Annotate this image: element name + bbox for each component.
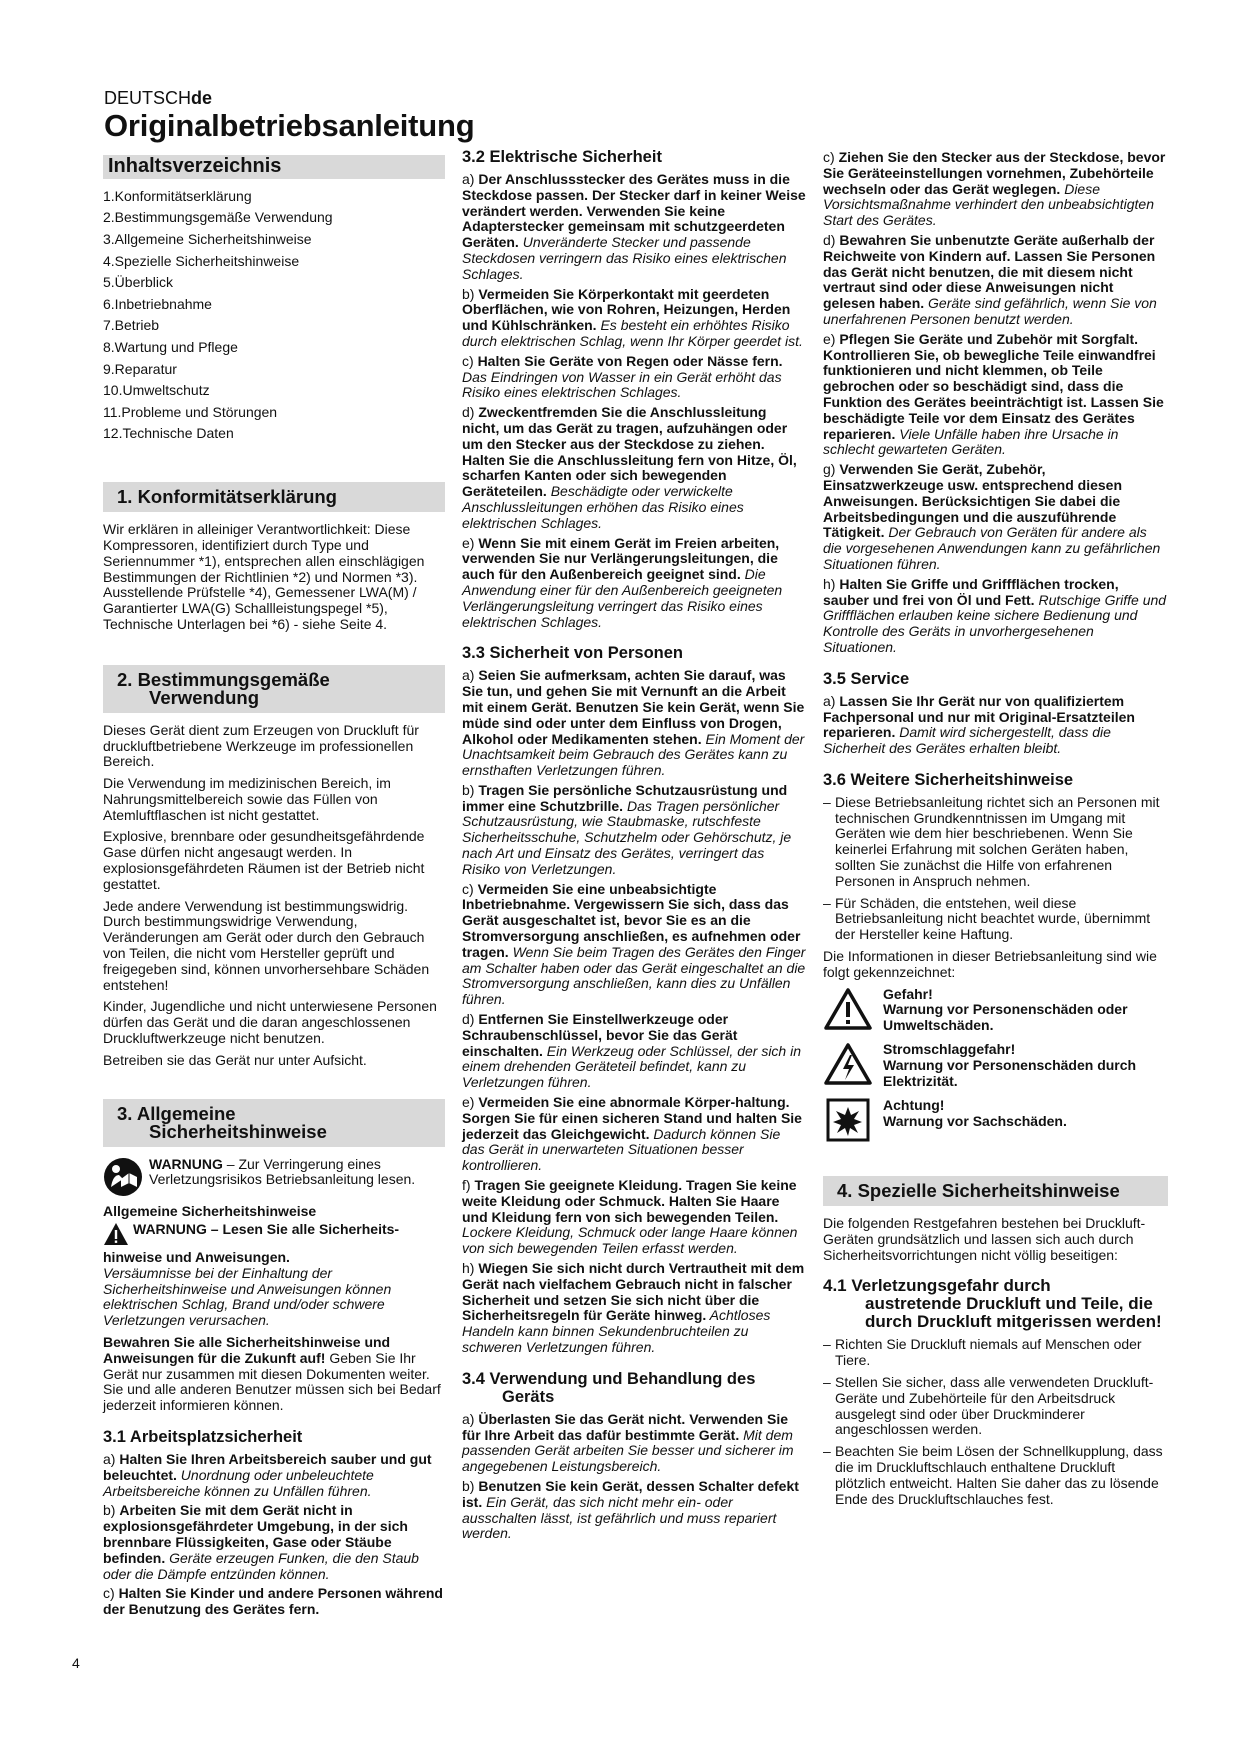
property-damage-icon <box>823 1098 875 1146</box>
subsection-3-6: 3.6 Weitere Sicherheitshinweise <box>823 770 1074 789</box>
rule-item: b) Benutzen Sie kein Gerät, dessen Schalter defekt ist. Ein Gerät, das sich nicht mehr ein- oder ausschalten lässt, ist gefährlich und muss repariert werden. <box>462 1477 799 1542</box>
toc-item[interactable]: 8.Wartung und Pflege <box>103 338 238 355</box>
section-heading-4: 4. Spezielle Sicherheitshinweise <box>823 1176 1168 1206</box>
high-voltage-icon <box>823 1042 875 1090</box>
rule-item: h) Wiegen Sie sich nicht durch Vertrautheit mit dem Gerät nach vielfachem Gebrauch nicht in falscher Sicherheit und setzen Sie sich nicht über die Sicherheitsregeln für Geräte hinweg. Achtloses Handeln kann binnen Sekundenbruchteilen zu schweren Verletzungen führen. <box>462 1260 805 1355</box>
subsection-3-3: 3.3 Sicherheit von Personen <box>462 644 683 663</box>
read-manual-warning <box>103 1157 445 1201</box>
column-right <box>823 150 1168 1513</box>
document-title: Originalbetriebsanleitung <box>104 108 475 143</box>
rule-item: a) Lassen Sie Ihr Gerät nur von qualifiziertem Fachpersonal und nur mit Original-Ersatzteilen reparieren. Damit wird sichergestellt, dass die Sicherheit des Gerätes erhalten bleibt. <box>823 692 1135 757</box>
language-label: DEUTSCHde <box>104 88 213 108</box>
subsection-3-4: 3.4 Verwendung und Behandlung des Geräts <box>462 1369 756 1406</box>
paragraph: Jede andere Verwendung ist bestimmungswidrig. Durch bestimmungswidrige Verwendung, Veränderungen am Gerät oder durch den Gebrauch von Teilen, die nicht vom Hersteller geprüft und freigegeben sind, können unvorhersehbare Schäden entstehen! <box>103 897 430 993</box>
rule-item: d) Entfernen Sie Einstellwerkzeuge oder Schraubenschlüssel, bevor Sie das Gerät einschalten. Ein Werkzeug oder Schlüssel, der sich in einem drehenden Geräteteil befindet, kann zu Verletzungen führen. <box>462 1011 802 1091</box>
conformity-text: Wir erklären in alleiniger Verantwortlichkeit: Diese Kompressoren, identifiziert durch Type und Seriennummer *1), entsprechen allen einschlägigen Bestimmungen der Richtlinien *2) und Normen *3). Ausstellende Prüfstelle *4), Gemessener LWA(M) / Garantierter LWA(G) Schallleistungspegel *5), Technische Unterlagen bei *6) - siehe Seite 4. <box>103 521 425 632</box>
toc-item[interactable]: 5.Überblick <box>103 274 174 291</box>
warning-read-all: WARNUNG – Lesen Sie alle Sicherheits-hinweise und Anweisungen. Versäumnisse bei der Einhaltung der Sicherheitshinweise und Anweisungen können elektrischen Schlag, Brand und/oder schwere Verletzungen verursachen. <box>103 1221 400 1329</box>
rule-item: f) Tragen Sie geeignete Kleidung. Tragen Sie keine weite Kleidung oder Schmuck. Halten Sie Haare und Kleidung fern von sich bewegenden Teilen. Lockere Kleidung, Schmuck oder lange Haare können von sich bewegenden Teilen erfasst werden. <box>462 1177 798 1257</box>
toc-item[interactable]: 3.Allgemeine Sicherheitshinweise <box>103 230 312 247</box>
danger-symbol-row: Gefahr! Warnung vor Personenschäden oder Umweltschäden. <box>823 987 1168 1035</box>
toc-item[interactable]: 7.Betrieb <box>103 317 160 334</box>
toc-item[interactable]: 11.Probleme und Störungen <box>103 403 278 420</box>
rule-item: h) Halten Sie Griffe und Griffflächen trocken, sauber und frei von Öl und Fett. Rutschige Griffe und Griffflächen erlauben keine sichere Bedienung und Kontrolle des Geräts in unvorhergesehenen Situationen. <box>823 575 1167 655</box>
paragraph: Die folgenden Restgefahren bestehen bei Druckluft-Geräten grundsätzlich und lassen sich auch durch Sicherheitsvorrichtungen nicht völlig beseitigen: <box>823 1215 1146 1263</box>
danger-triangle-icon <box>823 987 875 1035</box>
toc-item[interactable]: 12.Technische Daten <box>103 425 234 442</box>
toc-item[interactable]: 10.Umweltschutz <box>103 382 210 399</box>
toc-item[interactable]: 2.Bestimmungsgemäße Verwendung <box>103 209 333 226</box>
rule-item: c) Vermeiden Sie eine unbeabsichtigte Inbetriebnahme. Vergewissern Sie sich, dass das Gerät ausgeschaltet ist, bevor Sie es an die Stromversorgung anschließen, es aufnehmen oder tragen. Wenn Sie beim Tragen des Gerätes den Finger am Schalter haben oder das Gerät eingeschaltet an die Stromversorgung anschließen, kann dies zu Unfällen führen. <box>462 880 806 1008</box>
read-manual-icon <box>103 1157 143 1201</box>
dash-list <box>823 795 1168 943</box>
table-of-contents <box>103 189 445 442</box>
toc-item[interactable]: 9.Reparatur <box>103 360 177 377</box>
dash-list <box>823 1337 1168 1507</box>
list-item: – Richten Sie Druckluft niemals auf Menschen oder Tiere. <box>823 1337 1168 1369</box>
toc-item[interactable]: 6.Inbetriebnahme <box>103 295 212 312</box>
list-item: – Stellen Sie sicher, dass alle verwendeten Druckluft-Geräte und Zubehörteile für den Arbeitsdruck ausgelegt sind oder über Druckminderer angeschlossen werden. <box>823 1375 1168 1438</box>
list-item: – Für Schäden, die entstehen, weil diese Betriebsanleitung nicht beachtet wurde, übernimmt der Hersteller keine Haftung. <box>823 896 1168 943</box>
general-safety-heading: Allgemeine Sicherheitshinweise <box>103 1203 317 1220</box>
rule-item: b) Tragen Sie persönliche Schutzausrüstung und immer eine Schutzbrille. Das Tragen persönlicher Schutzausrüstung, wie Staubmaske, rutschfeste Sicherheitsschuhe, Schutzhelm oder Gehörschutz, je nach Art und Einsatz des Gerätes, verringert das Risiko von Verletzungen. <box>462 781 792 877</box>
rule-item: e) Vermeiden Sie eine abnormale Körper-haltung. Sorgen Sie für einen sicheren Stand und halten Sie jederzeit das Gleichgewicht. Dadurch können Sie das Gerät in unerwarteten Situationen besser kontrollieren. <box>462 1094 802 1174</box>
rule-item: d) Bewahren Sie unbenutzte Geräte außerhalb der Reichweite von Kindern auf. Lassen Sie Personen das Gerät nicht benutzen, die mit diesem nicht vertraut sind oder diese Anweisungen nicht gelesen haben. Geräte sind gefährlich, wenn Sie von unerfahrenen Personen benutzt werden. <box>823 231 1157 327</box>
subsection-3-2: 3.2 Elektrische Sicherheit <box>462 148 662 166</box>
damage-symbol-row: Achtung! Warnung vor Sachschäden. <box>823 1098 1168 1146</box>
page-number: 4 <box>72 1655 80 1671</box>
subsection-4-1: 4.1 Verletzungsgefahr durch austretende Druckluft und Teile, die durch Druckluft mitgerissen werden! <box>823 1276 1162 1332</box>
rule-item: c) Ziehen Sie den Stecker aus der Steckdose, bevor Sie Geräteeinstellungen vornehmen, Zubehörteile wechseln oder das Gerät weglegen. Diese Vorsichtsmaßnahme verhindert den unbeabsichtigten Start des Gerätes. <box>823 149 1166 229</box>
section-heading-3: 3. Allgemeine Sicherheitshinweise <box>103 1099 445 1147</box>
rule-item: g) Verwenden Sie Gerät, Zubehör, Einsatzwerkzeuge usw. entsprechend diesen Anweisungen. Berücksichtigen Sie dabei die Arbeitsbedingungen und die auszuführende Tätigkeit. Der Gebrauch von Geräten für andere als die vorgesehenen Anwendungen kann zu gefährlichen Situationen führen. <box>823 461 1161 572</box>
column-left <box>103 155 445 1622</box>
section-heading-1: 1. Konformitätserklärung <box>103 482 445 512</box>
rule-item: b) Vermeiden Sie Körperkontakt mit geerdeten Oberflächen, wie von Rohren, Heizungen, Herden und Kühlschränken. Es besteht ein erhöhtes Risiko durch elektrischen Schlag, wenn Ihr Körper geerdet ist. <box>462 285 803 349</box>
rule-item: e) Wenn Sie mit einem Gerät im Freien arbeiten, verwenden Sie nur Verlängerungsleitungen, die auch für den Außenbereich geeignet sind. Die Anwendung einer für den Außenbereich geeigneten Verlängerungsleitung verringert das Risiko eines elektrischen Schlages. <box>462 534 783 630</box>
warning-text: WARNUNG – Zur Verringerung eines Verletzungsrisikos Betriebsanleitung lesen. <box>149 1155 416 1188</box>
toc-heading: Inhaltsverzeichnis <box>103 155 445 179</box>
section-heading-2: 2. Bestimmungsgemäße Verwendung <box>103 665 445 713</box>
rule-item: c) Halten Sie Geräte von Regen oder Nässe fern. Das Eindringen von Wasser in ein Gerät erhöht das Risiko eines elektrischen Schlages. <box>462 352 783 401</box>
rule-item: c) Halten Sie Kinder und andere Personen während der Benutzung des Gerätes fern. <box>103 1585 443 1618</box>
warning-triangle-icon <box>103 1222 129 1250</box>
rule-item: a) Seien Sie aufmerksam, achten Sie darauf, was Sie tun, und gehen Sie mit Vernunft an die Arbeit mit einem Gerät. Benutzen Sie kein Gerät, wenn Sie müde sind oder unter dem Einfluss von Drogen, Alkohol oder Medikamenten stehen. Ein Moment der Unachtsamkeit beim Gebrauch des Gerätes kann zu ernsthaften Verletzungen führen. <box>462 667 805 779</box>
paragraph: Die Verwendung im medizinischen Bereich, im Nahrungsmittelbereich sowie das Füllen von Atemluftflaschen ist nicht gestattet. <box>103 775 391 823</box>
rule-item: e) Pflegen Sie Geräte und Zubehör mit Sorgfalt. Kontrollieren Sie, ob bewegliche Teile einwandfrei funktionieren und nicht klemmen, ob Teile gebrochen oder so beschädigt sind, dass die Funktion des Gerätes beeinträchtigt ist. Lassen Sie beschädigte Teile vor dem Einsatz des Gerätes reparieren. Viele Unfälle haben ihre Ursache in schlecht gewarteten Geräten. <box>823 330 1164 458</box>
rule-item: a) Der Anschlussstecker des Gerätes muss in die Steckdose passen. Der Stecker darf in keiner Weise verändert werden. Verwenden Sie keine Adapterstecker gemeinsam mit schutzgeerdeten Geräten. Unveränderte Stecker und passende Steckdosen verringern das Risiko eines elektrischen Schlages. <box>462 171 806 282</box>
list-item: – Beachten Sie beim Lösen der Schnellkupplung, dass die im Druckluftschlauch enthaltene Druckluft plötzlich entweicht. Halten Sie daher das zu lösende Ende des Druckluftschlauches fest. <box>823 1444 1168 1507</box>
column-middle <box>462 150 806 1546</box>
rule-item: b) Arbeiten Sie mit dem Gerät nicht in explosionsgefährdeter Umgebung, in der sich brennbare Flüssigkeiten, Gase oder Stäube befinden. Geräte erzeugen Funken, die den Staub oder die Dämpfe entzünden können. <box>103 1502 419 1582</box>
toc-item[interactable]: 4.Spezielle Sicherheitshinweise <box>103 252 300 269</box>
paragraph: Die Informationen in dieser Betriebsanleitung sind wie folgt gekennzeichnet: <box>823 948 1157 980</box>
electric-symbol-row: Stromschlaggefahr! Warnung vor Personenschäden durch Elektrizität. <box>823 1042 1168 1090</box>
paragraph: Dieses Gerät dient zum Erzeugen von Druckluft für druckluftbetriebene Werkzeuge im professionellen Bereich. <box>103 721 419 770</box>
list-item: – Diese Betriebsanleitung richtet sich an Personen mit technischen Grundkenntnissen im Umgang mit Geräten wie dem hier beschriebenen. Wenn Sie keinerlei Erfahrung mit solchen Geräten haben, sollten Sie zunächst die Hilfe von erfahrenen Personen in Anspruch nehmen. <box>823 795 1168 890</box>
rule-item: a) Halten Sie Ihren Arbeitsbereich sauber und gut beleuchtet. Unordnung oder unbeleuchtete Arbeitsbereiche können zu Unfällen führen. <box>103 1451 432 1499</box>
rule-item: d) Zweckentfremden Sie die Anschlussleitung nicht, um das Gerät zu tragen, aufzuhängen oder um den Stecker aus der Steckdose zu ziehen. Halten Sie die Anschlussleitung fern von Hitze, Öl, scharfen Kanten oder sich bewegenden Geräteteilen. Beschädigte oder verwickelte Anschlussleitungen erhöhen das Risiko eines elektrischen Schlages. <box>462 404 797 531</box>
keep-instructions: Bewahren Sie alle Sicherheitshinweise und Anweisungen für die Zukunft auf! Geben Sie Ihr Gerät nur zusammen mit diesen Dokumenten weiter. Sie und alle anderen Benutzer müssen sich bei Bedarf jederzeit informieren können. <box>103 1334 441 1414</box>
paragraph: Betreiben sie das Gerät nur unter Aufsicht. <box>103 1051 367 1068</box>
toc-item[interactable]: 1.Konformitätserklärung <box>103 187 252 204</box>
paragraph: Explosive, brennbare oder gesundheitsgefährdende Gase dürfen nicht angesaugt werden. In explosionsgefährdeten Räumen ist der Betrieb nicht gestattet. <box>103 828 425 892</box>
subsection-3-5: 3.5 Service <box>823 669 910 688</box>
paragraph: Kinder, Jugendliche und nicht unterwiesene Personen dürfen das Gerät und die daran angeschlossenen Druckluftwerkzeuge nicht benutzen. <box>103 998 437 1047</box>
subsection-3-1: 3.1 Arbeitsplatzsicherheit <box>103 1428 303 1446</box>
rule-item: a) Überlasten Sie das Gerät nicht. Verwenden Sie für Ihre Arbeit das dafür bestimmte Gerät. Mit dem passenden Gerät arbeiten Sie besser und sicherer im angegebenen Leistungsbereich. <box>462 1410 794 1475</box>
